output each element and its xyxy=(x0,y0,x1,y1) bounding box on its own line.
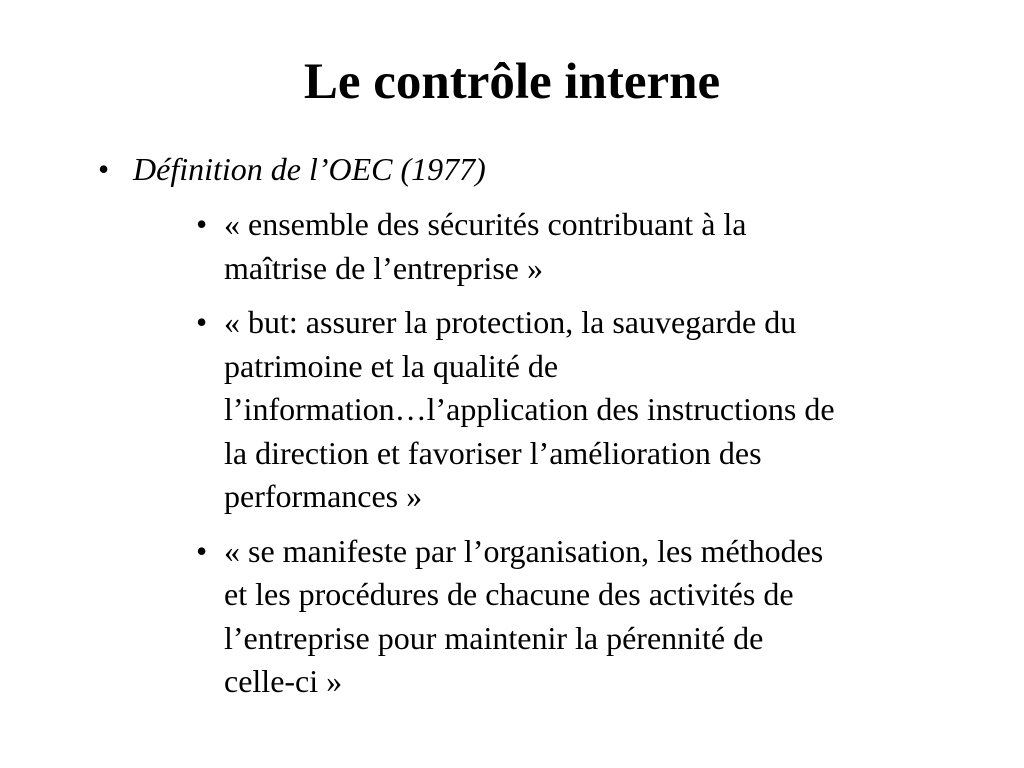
quote-line: performances » xyxy=(224,478,423,514)
bullet-icon: • xyxy=(196,532,208,569)
quote-item xyxy=(196,203,996,290)
bullet-icon: • xyxy=(98,151,110,187)
quote-line: et les procédures de chacune des activités de xyxy=(224,576,794,612)
quote-line: « but: assurer la protection, la sauvegarde du xyxy=(224,304,797,340)
quote-item xyxy=(196,301,996,519)
slide-title: Le contrôle interne xyxy=(303,54,721,110)
quote-line: celle-ci » xyxy=(224,663,343,699)
bullet-icon: • xyxy=(196,206,208,242)
quote-line: maîtrise de l’entreprise » xyxy=(224,249,543,286)
quote-line: « ensemble des sécurités contribuant à la xyxy=(224,206,747,242)
definition-label: Définition de l’OEC (1977) xyxy=(133,151,486,187)
quote-line: « se manifeste par l’organisation, les méthodes xyxy=(224,532,824,569)
quote-line: la direction et favoriser l’amélioration des xyxy=(224,434,762,471)
quote-list xyxy=(196,203,996,715)
bullet-icon: • xyxy=(196,304,208,340)
quote-line: l’entreprise pour maintenir la pérennité de xyxy=(224,619,764,656)
quote-item xyxy=(196,530,996,704)
quote-line: patrimoine et la qualité de xyxy=(224,347,559,384)
quote-line: l’information…l’application des instructions de xyxy=(224,391,835,427)
